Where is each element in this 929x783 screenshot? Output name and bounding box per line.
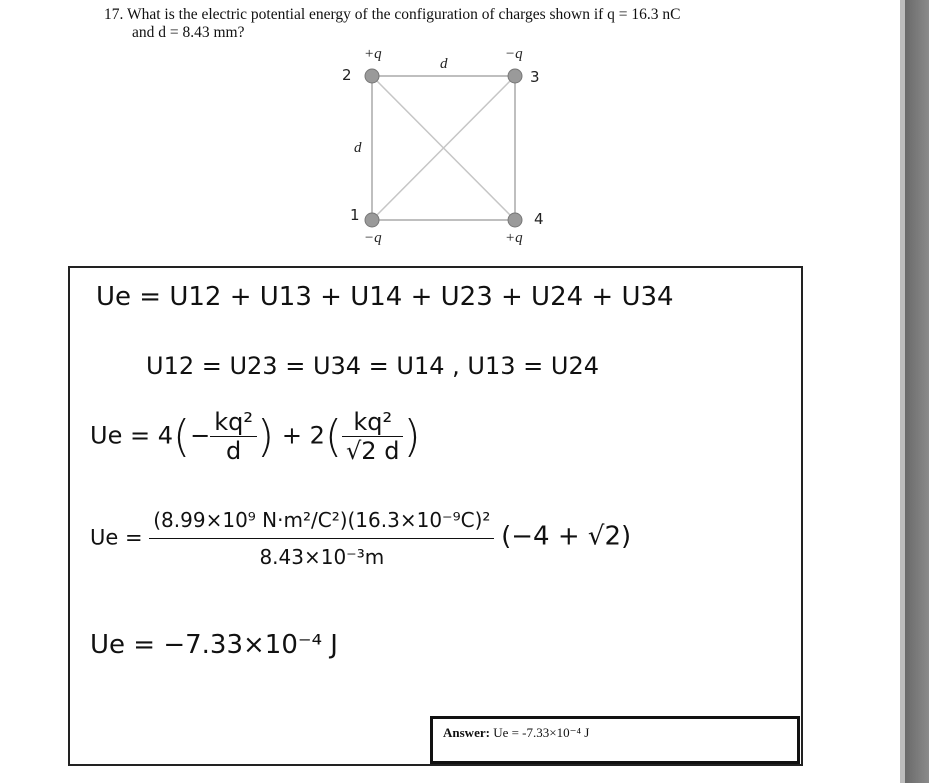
line3-frac-2: $\frac{\text{kq²}}{√2 d}$ — [342, 408, 403, 465]
charge-4-sign: +q — [505, 230, 523, 246]
line3-prefix: Ue = 4 — [90, 421, 173, 450]
charge-3-label: 3 — [530, 68, 540, 86]
charge-square-diagram — [330, 44, 570, 259]
charge-2 — [365, 69, 379, 83]
question-number: 17. — [104, 6, 124, 23]
line3-mid: + 2 — [281, 421, 325, 450]
work-line-4 — [90, 508, 631, 569]
line4-suffix: (−4 + √2) — [501, 521, 632, 552]
work-line-5: Ue = −7.33×10⁻⁴ J — [90, 630, 338, 660]
line4-fraction: $\frac{\text{(8.99×10⁹ N·m²/C²)(16.3×10⁻⁹C)²}}{\text{8.43×10⁻³m}}$ — [149, 508, 494, 569]
work-line-3: Ue = 4(− $\frac{\text{kq²}}{d}$ ) + 2( $\frac{\text{kq²}}{√2 d}$ ) — [90, 408, 421, 465]
question-line-1: What is the electric potential energy of the configuration of charges shown if q = 16.3 nC — [126, 6, 681, 23]
line3-frac-1: $\frac{\text{kq²}}{d}$ — [210, 408, 257, 465]
charge-1 — [365, 213, 379, 227]
answer-value: Ue = -7.33×10⁻⁴ J — [493, 725, 590, 740]
work-line-2: U12 = U23 = U34 = U14 , U13 = U24 — [146, 352, 599, 380]
side-left-label: d — [354, 140, 362, 156]
answer-box — [430, 716, 800, 764]
charge-3-sign: −q — [505, 46, 523, 62]
charge-2-label: 2 — [342, 66, 352, 84]
side-top-label: d — [440, 56, 448, 72]
charge-1-label: 1 — [350, 206, 360, 224]
line4-prefix: Ue = — [90, 525, 143, 550]
charge-4-label: 4 — [534, 210, 544, 228]
question-line-2: and d = 8.43 mm? — [132, 24, 245, 41]
work-line-1: Ue = U12 + U13 + U14 + U23 + U24 + U34 — [96, 282, 674, 312]
charge-4 — [508, 213, 522, 227]
charge-1-sign: −q — [364, 230, 382, 246]
question-text — [104, 6, 864, 42]
charge-2-sign: +q — [364, 46, 382, 62]
answer-text — [443, 725, 589, 741]
answer-label: Answer: — [443, 725, 490, 740]
charge-3 — [508, 69, 522, 83]
viewer-scrollbar-track[interactable] — [905, 0, 929, 783]
